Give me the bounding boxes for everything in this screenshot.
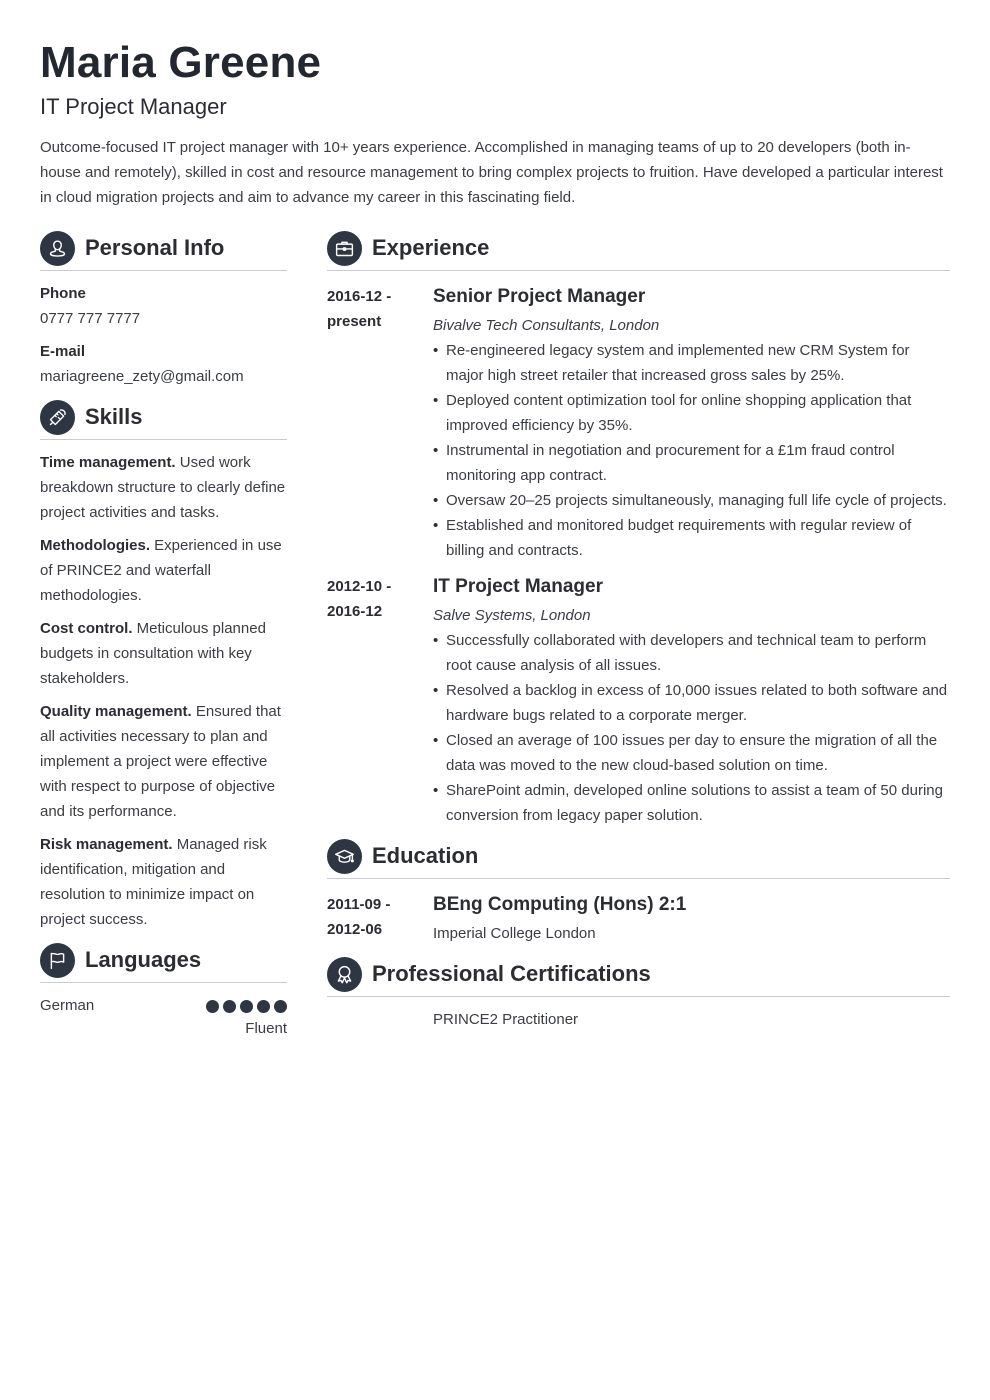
skill-name: Time management. (40, 454, 176, 471)
graduation-cap-icon (327, 839, 362, 874)
section-title: Languages (85, 947, 202, 972)
skill-desc: Experienced in use of PRINCE2 and waterfall methodologies. (40, 537, 282, 604)
skill-item (40, 832, 287, 932)
section-header-languages (40, 942, 287, 983)
skill-desc: Meticulous planned budgets in consultation with key stakeholders. (40, 620, 266, 687)
job-company: Salve Systems, London (433, 607, 591, 624)
skill-desc: Ensured that all activities necessary to plan and implement a project were effective with respect to purpose of objective and its performance. (40, 703, 281, 820)
list-item: • Deployed content optimization tool for online shopping application that improved efficiency by 35%. (433, 388, 950, 438)
skill-name: Quality management. (40, 703, 192, 720)
job-bullets (433, 338, 950, 563)
skill-desc: Used work breakdown structure to clearly define project activities and tasks. (40, 454, 286, 521)
list-item: • Instrumental in negotiation and procurement for a £1m fraud control monitoring app contract. (433, 438, 950, 488)
list-item: • Resolved a backlog in excess of 10,000 issues related to both software and hardware bugs related to a corporate merger. (433, 678, 950, 728)
skill-name: Cost control. (40, 620, 133, 637)
section-header-certifications (327, 956, 950, 997)
section-header-education (327, 838, 950, 879)
rating-dot (206, 1000, 219, 1013)
briefcase-icon (327, 231, 362, 266)
school: Imperial College London (433, 925, 596, 942)
section-header-skills (40, 399, 287, 440)
phone-label: Phone (40, 285, 86, 302)
candidate-name: Maria Greene (40, 38, 322, 87)
job-bullets (433, 628, 950, 828)
phone-value: 0777 777 7777 (40, 310, 141, 327)
rating-dot (274, 1000, 287, 1013)
rating-dot (257, 1000, 270, 1013)
section-title: Personal Info (85, 235, 225, 260)
job-details (433, 574, 950, 828)
person-icon (40, 231, 75, 266)
section-title: Experience (372, 235, 490, 260)
tools-icon (40, 400, 75, 435)
certification-item: PRINCE2 Practitioner (433, 1011, 579, 1028)
award-ribbon-icon (327, 957, 362, 992)
list-item: • Successfully collaborated with developers and technical team to perform root cause analysis of all issues. (433, 628, 950, 678)
list-item: • Oversaw 20–25 projects simultaneously, managing full life cycle of projects. (433, 488, 950, 513)
language-name: German (40, 997, 95, 1014)
candidate-title: IT Project Manager (40, 94, 227, 119)
skill-item (40, 533, 287, 608)
list-item: • Established and monitored budget requirements with regular review of billing and contracts. (433, 513, 950, 563)
degree: BEng Computing (Hons) 2:1 (433, 894, 687, 915)
rating-dot (223, 1000, 236, 1013)
section-title: Education (372, 843, 479, 868)
email-label: E-mail (40, 343, 86, 360)
rating-dot (240, 1000, 253, 1013)
skill-item (40, 699, 287, 824)
language-level: Fluent (245, 1020, 287, 1037)
section-title: Skills (85, 404, 143, 429)
profile-summary: Outcome-focused IT project manager with 10+ years experience. Accomplished in managing teams of up to 20 developers (both in-house and remotely), skilled in cost and resource management to bring complex projects to fruition. Have developed a particular interest in cloud migration projects and aim to advance my career in this fascinating field. (40, 139, 943, 206)
skill-name: Risk management. (40, 836, 173, 853)
skill-name: Methodologies. (40, 537, 150, 554)
job-company: Bivalve Tech Consultants, London (433, 317, 660, 334)
job-details (433, 284, 950, 563)
language-rating (206, 1000, 287, 1013)
email-value: mariagreene_zety@gmail.com (40, 368, 244, 385)
flag-icon (40, 943, 75, 978)
list-item: • SharePoint admin, developed online solutions to assist a team of 50 during conversion from legacy paper solution. (433, 778, 950, 828)
job-role: IT Project Manager (433, 576, 603, 597)
list-item: • Closed an average of 100 issues per day to ensure the migration of all the data was moved to the new cloud-based solution on time. (433, 728, 950, 778)
skill-item (40, 450, 287, 525)
job-dates: 2012-10 - 2016-12 (327, 578, 392, 620)
section-title: Professional Certifications (372, 961, 651, 986)
skill-desc: Managed risk identification, mitigation and resolution to minimize impact on project success. (40, 836, 267, 928)
job-role: Senior Project Manager (433, 286, 646, 307)
education-dates: 2011-09 - 2012-06 (327, 896, 391, 938)
section-header-experience (327, 230, 950, 271)
education-details (433, 892, 950, 946)
list-item: • Re-engineered legacy system and implemented new CRM System for major high street retailer that increased gross sales by 25%. (433, 338, 950, 388)
skill-item (40, 616, 287, 691)
section-header-personal-info (40, 230, 287, 271)
job-dates: 2016-12 - present (327, 288, 392, 330)
